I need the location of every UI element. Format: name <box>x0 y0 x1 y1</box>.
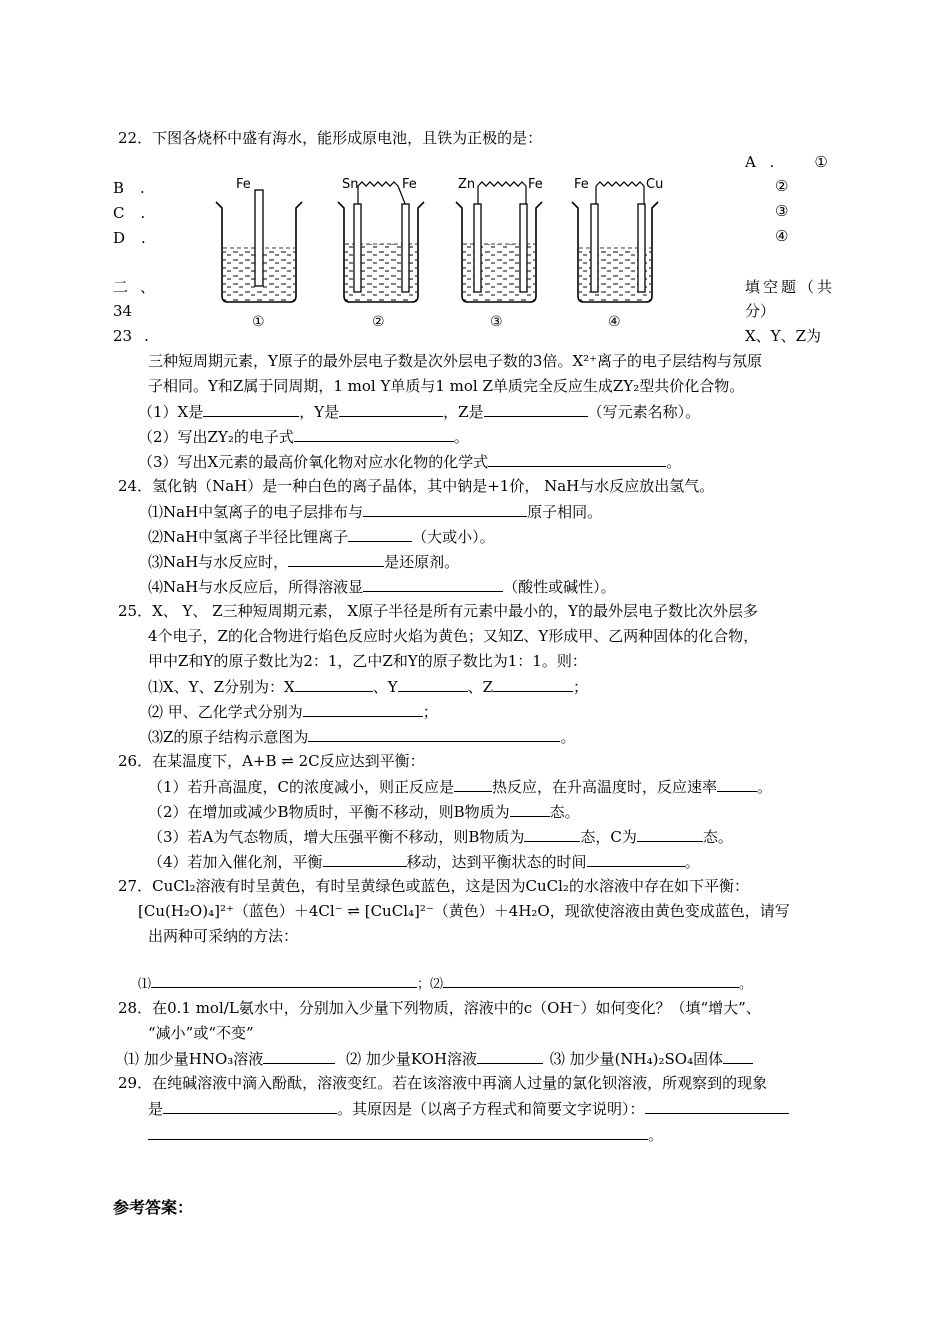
q23-line1: 三种短周期元素，Y原子的最外层电子数是次外层电子数的3倍。X²⁺离子的电子层结构与氖原 <box>148 352 763 370</box>
answer-blank[interactable] <box>524 826 580 842</box>
electrode-label-right: Cu <box>646 177 664 192</box>
q23-number: 23 . <box>113 327 149 345</box>
answer-blank[interactable] <box>587 851 685 867</box>
electrode-label-left: Sn <box>342 177 359 192</box>
q29-line2: 是 。其原因是（以离子方程式和简要文字说明）： <box>148 1098 789 1119</box>
option-dot: . <box>769 153 775 171</box>
q24-part2: ⑵NaH中氢离子半径比锂离子 （大或小）。 <box>148 528 495 546</box>
q23-intro: X、Y、Z为 <box>745 327 822 345</box>
q24-part1: ⑴NaH中氢离子的电子层排布与 原子相同。 <box>148 503 603 521</box>
answer-blank[interactable] <box>148 1124 648 1140</box>
q24-part4: ⑷NaH与水反应后，所得溶液显 （酸性或碱性）。 <box>148 578 616 596</box>
option-letter: A <box>745 153 756 171</box>
q22-option-a <box>745 152 828 172</box>
option-value: ① <box>814 153 828 171</box>
electrode-label-left: Fe <box>574 177 589 192</box>
answer-blank[interactable] <box>637 826 703 842</box>
answer-blank[interactable] <box>363 576 503 592</box>
beaker-1 <box>216 177 302 330</box>
q27-answers: ⑴ ；⑵ 。 <box>138 972 752 995</box>
answer-blank[interactable] <box>723 1048 753 1064</box>
q27-line3: 出两种可采纳的方法： <box>148 927 299 945</box>
answer-blank[interactable] <box>493 676 573 692</box>
q27-line2: [Cu(H₂O)₄]²⁺（蓝色）＋4Cl⁻ ⇌ [CuCl₄]²⁻（黄色）＋4H₂O，现欲使溶液由黄色变成蓝色，请写 <box>138 902 790 920</box>
answer-blank[interactable] <box>477 1048 543 1064</box>
q23-part3: （3）写出X元素的最高价氧化物对应水化物的化学式 。 <box>138 453 682 471</box>
q22-option-a-extra: ② <box>775 177 789 195</box>
section2-score: 34 <box>113 302 133 320</box>
q28-parts: ⑴ 加少量HNO₃溶液 ⑵ 加少量KOH溶液 ⑶ 加少量(NH₄)₂SO₄固体 <box>124 1048 753 1069</box>
electrode-label-right: Fe <box>402 177 417 192</box>
q23-part1: （1）X是 ，Y是 ，Z是 （写元素名称）。 <box>138 403 701 421</box>
beaker-4 <box>572 177 663 330</box>
q25-part3: ⑶Z的原子结构示意图为 。 <box>148 728 576 746</box>
q22-option-c: C . <box>113 204 146 222</box>
q27-line1: 27．CuCl₂溶液有时呈黄色，有时呈黄绿色或蓝色，这是因为CuCl₂的水溶液中存在如下平衡： <box>118 877 749 895</box>
q29-line3: 。 <box>148 1124 663 1145</box>
q22-option-c-value: ③ <box>775 202 789 220</box>
answer-blank[interactable] <box>510 801 550 817</box>
q28-line1: 28．在0.1 mol/L氨水中，分别加入少量下列物质，溶液中的c（OH⁻）如何变化？（填“增大”、 <box>118 999 761 1017</box>
answer-blank[interactable] <box>295 676 373 692</box>
answer-blank[interactable] <box>323 851 407 867</box>
q24-title: 24．氢化钠（NaH）是一种白色的离子晶体，其中钠是+1价， NaH与水反应放出氢气。 <box>118 477 715 495</box>
beaker-number: ① <box>252 314 265 330</box>
q26-part4: （4）若加入催化剂，平衡 移动，达到平衡状态的时间 。 <box>148 853 700 871</box>
answer-blank[interactable] <box>717 776 757 792</box>
beaker-2 <box>338 177 424 330</box>
section2-label: 二 、 <box>113 278 156 296</box>
answer-blank[interactable] <box>339 401 443 417</box>
q22-option-d: D . <box>113 229 146 247</box>
electrode-label-right: Fe <box>528 177 543 192</box>
q29-line1: 29．在纯碱溶液中滴入酚酞，溶液变红。若在该溶液中再滴人过量的氯化钡溶液，所观察到的现象 <box>118 1074 768 1092</box>
answer-blank[interactable] <box>454 776 492 792</box>
answer-blank[interactable] <box>308 726 560 742</box>
q22-option-d-value: ④ <box>775 227 789 245</box>
answer-blank[interactable] <box>363 501 527 517</box>
q24-part3: ⑶NaH与水反应时， 是还原剂。 <box>148 553 460 571</box>
answer-blank[interactable] <box>645 1098 789 1114</box>
q23-part2: （2）写出ZY₂的电子式 。 <box>138 428 469 446</box>
section2-title: 填空题（共 <box>745 278 836 296</box>
beaker-figure <box>208 168 678 330</box>
section2-score-unit: 分） <box>745 302 776 320</box>
q26-title: 26．在某温度下，A+B ⇌ 2C反应达到平衡： <box>118 752 425 770</box>
q25-part1: ⑴X、Y、Z分别为：X 、Y 、Z ； <box>148 678 589 696</box>
answer-blank[interactable] <box>288 551 384 567</box>
q23-line2: 子相同。Y和Z属于同周期，1 mol Y单质与1 mol Z单质完全反应生成ZY₂型共价化合物。 <box>148 377 745 395</box>
beaker-3 <box>456 177 543 330</box>
q26-part2: （2）在增加或减少B物质时，平衡不移动，则B物质为 态。 <box>148 803 580 821</box>
answer-blank[interactable] <box>294 426 454 442</box>
answer-blank[interactable] <box>348 526 412 542</box>
q25-line3: 甲中Z和Y的原子数比为2：1，乙中Z和Y的原子数比为1：1。则： <box>148 652 587 670</box>
answer-blank[interactable] <box>203 401 299 417</box>
answer-blank[interactable] <box>163 1098 337 1114</box>
answer-blank[interactable] <box>443 972 739 988</box>
q26-part3: （3）若A为气态物质，增大压强平衡不移动，则B物质为 态，C为 态。 <box>148 828 733 846</box>
q22-option-b: B . <box>113 179 145 197</box>
answer-blank[interactable] <box>303 701 423 717</box>
electrode-label-left: Zn <box>458 177 476 192</box>
answer-blank[interactable] <box>263 1048 335 1064</box>
beaker-number: ③ <box>490 314 503 330</box>
answer-blank[interactable] <box>488 451 666 467</box>
answer-blank[interactable] <box>398 676 468 692</box>
q25-part2: ⑵ 甲、乙化学式分别为 ； <box>148 703 438 721</box>
beaker-number: ② <box>372 314 385 330</box>
answers-heading: 参考答案： <box>113 1198 194 1217</box>
q28-line2: “减小”或“不变” <box>148 1024 254 1042</box>
answer-blank[interactable] <box>484 401 588 417</box>
q26-part1: （1）若升高温度，C的浓度减小，则正反应是 热反应，在升高温度时，反应速率 。 <box>148 778 773 796</box>
electrode-label: Fe <box>236 177 251 192</box>
q25-line2: 4个电子，Z的化合物进行焰色反应时火焰为黄色；又知Z、Y形成甲、乙两种固体的化合物， <box>148 627 759 645</box>
beaker-number: ④ <box>608 314 621 330</box>
answer-blank[interactable] <box>151 972 417 988</box>
q22-question: 22．下图各烧杯中盛有海水，能形成原电池，且铁为正极的是： <box>118 129 543 147</box>
q25-line1: 25．X、 Y、 Z三种短周期元素， X原子半径是所有元素中最小的，Y的最外层电子数比次外层多 <box>118 602 758 620</box>
